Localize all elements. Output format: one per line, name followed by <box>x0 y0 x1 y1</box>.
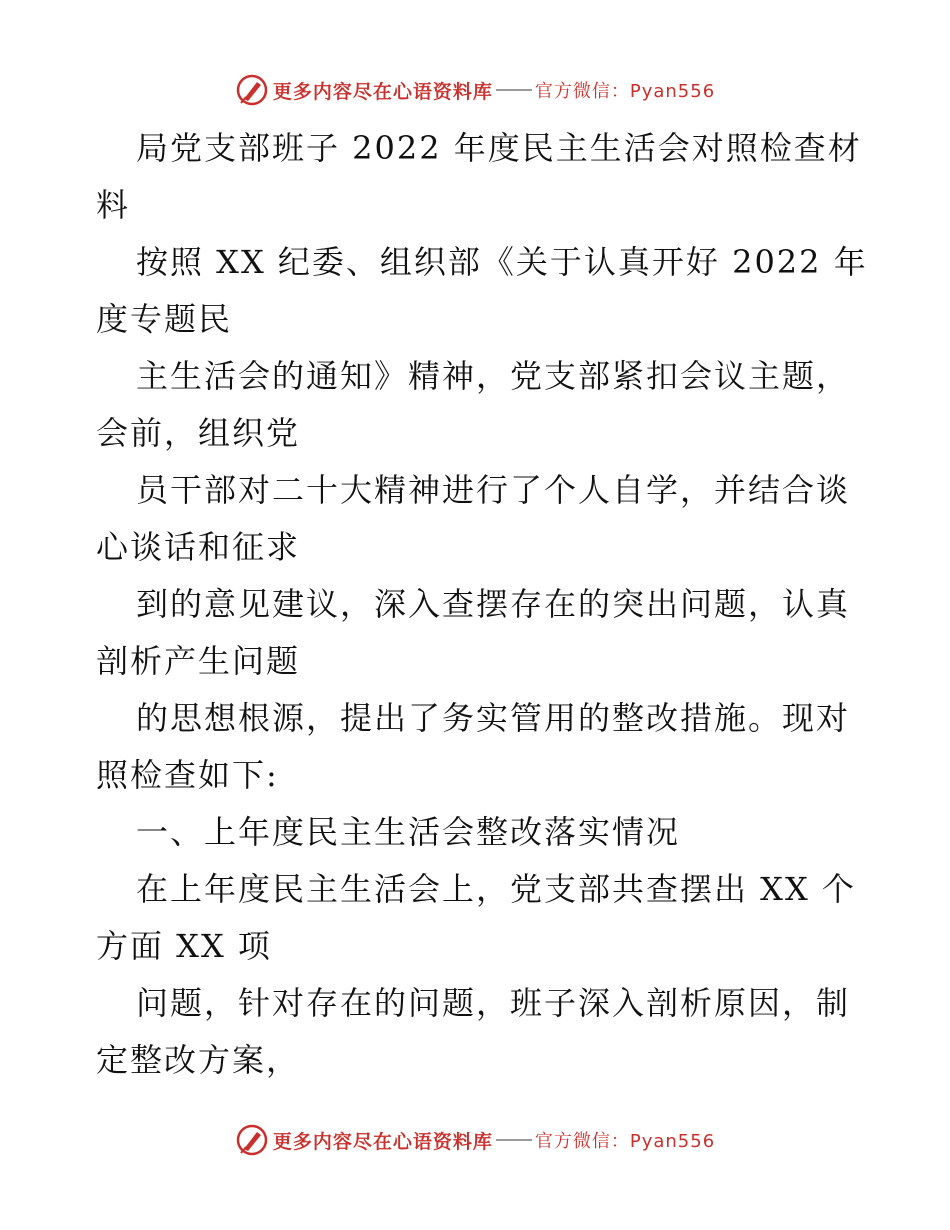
document-title-line-2: 料 <box>96 186 131 224</box>
paragraph-line: 方面 XX 项 <box>96 927 272 965</box>
paragraph-line: 员干部对二十大精神进行了个人自学，并结合谈 <box>136 471 851 509</box>
paragraph-line: 定整改方案， <box>96 1041 301 1079</box>
document-body <box>96 120 868 1089</box>
document-title-line-1: 局党支部班子 2022 年度民主生活会对照检查材 <box>136 129 862 167</box>
footer-divider <box>496 1139 532 1141</box>
header-banner <box>0 70 950 110</box>
paragraph-line: 在上年度民主生活会上，党支部共查摆出 XX 个 <box>136 870 856 908</box>
paragraph-line: 度专题民 <box>96 300 233 338</box>
quill-logo-icon <box>235 1123 269 1157</box>
paragraph-line: 心谈话和征求 <box>96 528 301 566</box>
quill-logo-icon <box>235 73 269 107</box>
header-divider <box>496 89 532 91</box>
paragraph-line: 问题，针对存在的问题，班子深入剖析原因，制 <box>136 984 851 1022</box>
footer-contact-text: 官方微信：Pyan556 <box>534 1131 716 1152</box>
section-heading: 一、上年度民主生活会整改落实情况 <box>136 813 681 851</box>
paragraph-line: 的思想根源，提出了务实管用的整改措施。现对 <box>136 699 851 737</box>
header-contact-text: 官方微信：Pyan556 <box>534 81 716 102</box>
paragraph-line: 到的意见建议，深入查摆存在的突出问题，认真 <box>136 585 851 623</box>
paragraph-line: 按照 XX 纪委、组织部《关于认真开好 2022 年 <box>136 243 868 281</box>
footer-banner <box>0 1120 950 1160</box>
footer-site-text: 更多内容尽在心语资料库 <box>272 1130 493 1153</box>
header-site-text: 更多内容尽在心语资料库 <box>272 80 493 103</box>
paragraph-line: 照检查如下: <box>96 756 279 794</box>
paragraph-line: 剖析产生问题 <box>96 642 301 680</box>
paragraph-line: 主生活会的通知》精神，党支部紧扣会议主题， <box>136 357 851 395</box>
paragraph-line: 会前，组织党 <box>96 414 301 452</box>
